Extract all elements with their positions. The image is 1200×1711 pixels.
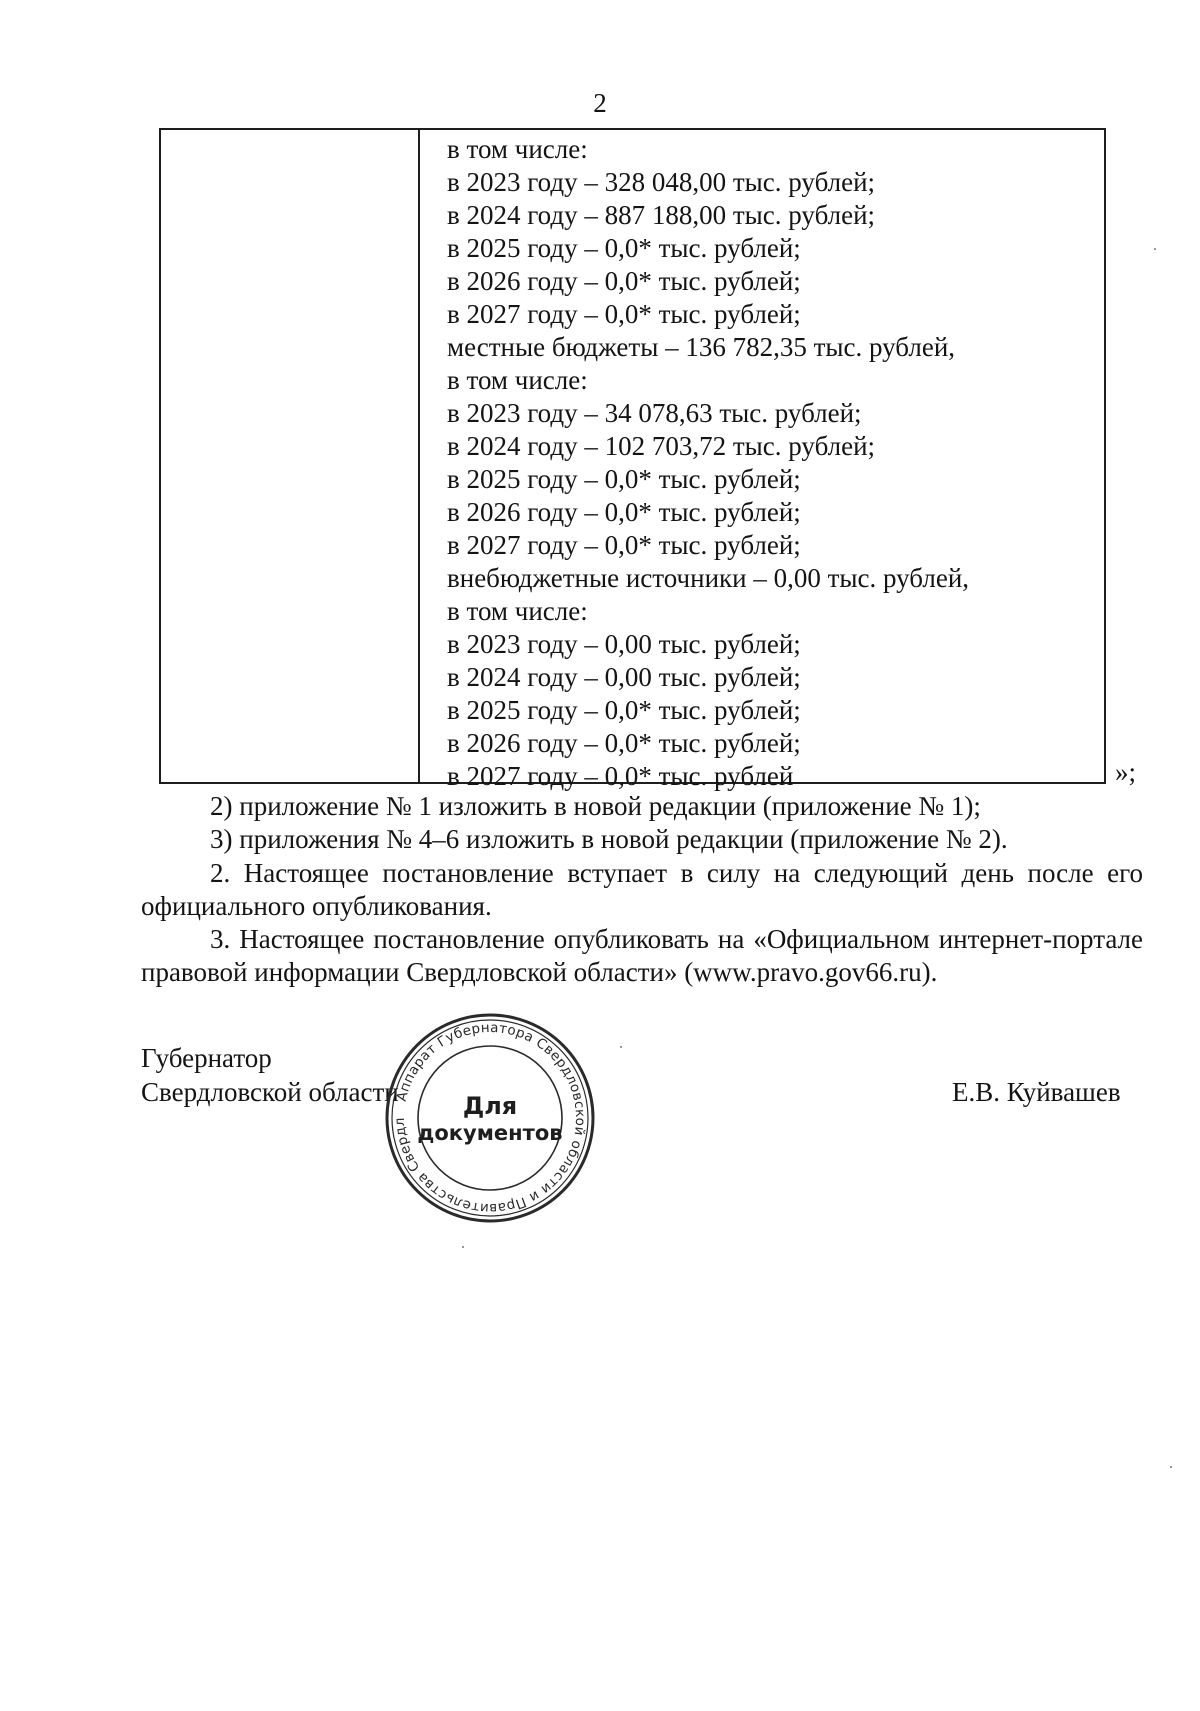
paragraph-item-2: 2) приложение № 1 изложить в новой редакции (приложение № 1); (210, 791, 981, 821)
table-line: в 2025 году – 0,0* тыс. рублей; (447, 695, 801, 725)
signature-position-line-1: Губернатор (141, 1043, 272, 1073)
table-line: в том числе: (447, 365, 588, 395)
table-line: в 2024 году – 887 188,00 тыс. рублей; (447, 200, 876, 230)
table-line: в том числе: (447, 596, 588, 626)
table-line: в 2027 году – 0,0* тыс. рублей; (447, 299, 801, 329)
scan-speck (1170, 1466, 1172, 1468)
table-line: в 2025 году – 0,0* тыс. рублей; (447, 233, 801, 263)
table-line: в 2024 году – 0,00 тыс. рублей; (447, 662, 801, 692)
table-line: в 2023 году – 34 078,63 тыс. рублей; (447, 398, 862, 428)
table-line: в 2027 году – 0,0* тыс. рублей; (447, 530, 801, 560)
paragraph-clause-2: 2. Настоящее постановление вступает в силу на следующий день после его официального опубликования. (141, 858, 1143, 921)
signatory-name: Е.В. Куйвашев (952, 1077, 1121, 1107)
table-column-divider (418, 130, 420, 782)
table-line: в 2027 году – 0,0* тыс. рублей (447, 761, 794, 791)
page-number: 2 (593, 88, 607, 118)
table-line: в 2026 году – 0,0* тыс. рублей; (447, 728, 801, 758)
stamp-seal-icon (384, 1012, 596, 1224)
funding-table (159, 128, 1106, 791)
table-line: в 2023 году – 0,00 тыс. рублей; (447, 629, 801, 659)
scan-speck (462, 1246, 464, 1248)
stamp-ring-text: Аппарат Губернатора Свердловской области и Правительства Свердл (391, 1019, 589, 1217)
table-line: в 2025 году – 0,0* тыс. рублей; (447, 464, 801, 494)
stamp-center-line-1: Для (462, 1092, 518, 1120)
stamp-center-line-2: документов (417, 1121, 563, 1145)
table-line: внебюджетные источники – 0,00 тыс. рублей, (447, 563, 970, 593)
table-line: в 2024 году – 102 703,72 тыс. рублей; (447, 431, 876, 461)
closing-quote: »; (1115, 757, 1137, 787)
scan-speck (1154, 248, 1156, 250)
official-stamp (384, 1012, 596, 1224)
paragraph-item-3: 3) приложения № 4–6 изложить в новой редакции (приложение № 2). (210, 824, 1008, 854)
table-line: в 2023 году – 328 048,00 тыс. рублей; (447, 167, 876, 197)
scan-speck (620, 1046, 622, 1048)
table-line: в 2026 году – 0,0* тыс. рублей; (447, 266, 801, 296)
table-right-cell (447, 133, 1096, 793)
signature-position-line-2: Свердловской области (141, 1077, 399, 1107)
table-line: в том числе: (447, 134, 588, 164)
table-line: в 2026 году – 0,0* тыс. рублей; (447, 497, 801, 527)
paragraph-clause-3: 3. Настоящее постановление опубликовать на «Официальном интернет-портале правовой информации Свердловской области» (www.pravo.gov66.ru). (141, 924, 1143, 987)
table-line: местные бюджеты – 136 782,35 тыс. рублей, (447, 332, 956, 362)
